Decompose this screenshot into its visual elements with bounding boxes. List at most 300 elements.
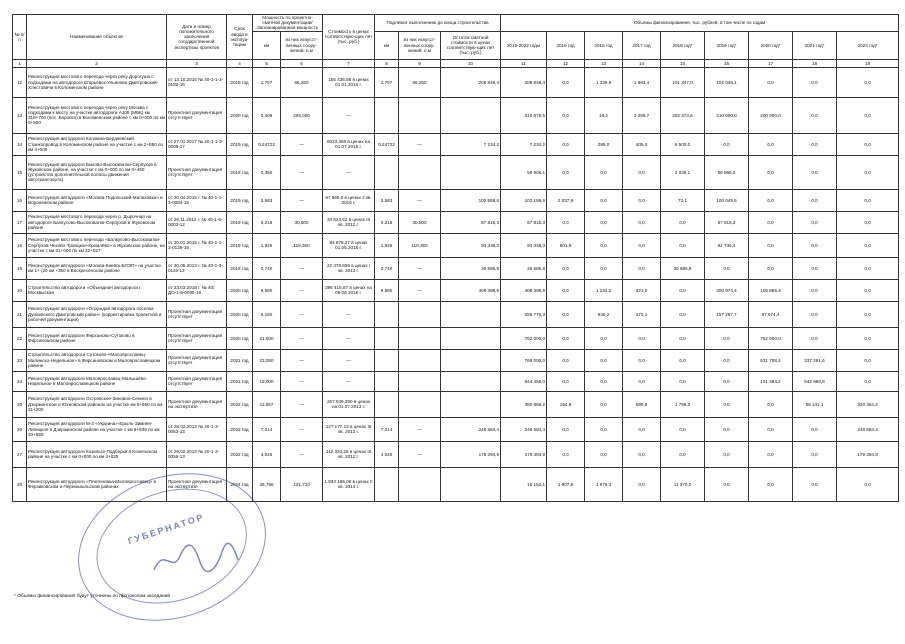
col-power-km-header: км xyxy=(253,31,281,59)
cell-y22: 0,0 xyxy=(837,301,899,327)
cell-doc: от 13.10.2016 № 40-1-1-3-0182-16 xyxy=(167,67,227,97)
cell-br: — xyxy=(281,371,323,391)
cell-y16: 289,0 xyxy=(585,133,623,155)
cell-y19: 0,0 xyxy=(705,257,749,279)
cell-y17: 0,0 xyxy=(623,233,661,257)
col-done-group-header: Подлежит выполнению до конца строительства xyxy=(375,15,501,32)
cell-y15: 0,0 xyxy=(547,97,585,133)
cell-y20: 0,0 xyxy=(749,417,793,441)
cell-n: 16 xyxy=(13,189,27,211)
cell-n: 24 xyxy=(13,371,27,391)
cell-y19: 0,0 xyxy=(705,133,749,155)
cell-y19: 92 736,4 xyxy=(705,233,749,257)
col-2019-header: 2019 год* xyxy=(705,31,749,59)
cell-y21: 542 960,8 xyxy=(793,371,837,391)
cell-y17: 3 286,7 xyxy=(623,97,661,133)
cell-n: 21 xyxy=(13,301,27,327)
col-cost-header: Стоимость в ценах соответствую-щих лет (тыс. руб.) xyxy=(323,15,375,60)
cell-total: 7 234,2 xyxy=(501,133,547,155)
column-number-cell: 19 xyxy=(837,59,899,67)
col-doc-header: Дата и номер положительного заключения государственной экспертизы проектов xyxy=(167,15,227,60)
column-number-cell: 7 xyxy=(323,59,375,67)
column-number-cell: 6 xyxy=(281,59,323,67)
cell-br: 205,000 xyxy=(281,97,323,133)
column-number-cell: 14 xyxy=(623,59,661,67)
cell-dbr xyxy=(399,391,441,417)
cell-rest: 57 815,3 xyxy=(441,211,501,233)
cell-year: 2019 год xyxy=(227,67,253,97)
cell-name: Реконструкция автодороги Козельск-Подборки в Козельском районе на участке с км 0+000 по км 4+025 xyxy=(27,441,167,467)
cell-cost: 112 333,25 в ценах III кв. 2012 г. xyxy=(323,441,375,467)
cell-y16: 1 234,2 xyxy=(585,279,623,301)
table-row xyxy=(13,233,899,257)
cell-y20: 0,0 xyxy=(749,189,793,211)
cell-name: Реконструкция мостового перехода через реку Дорогуша с подходами на автодороге Егорьевск-Ульяново-Дмитровский-Хлестовичи в Коломенском районе xyxy=(27,67,167,97)
col-year-header: Срок ввода в эксплуа-тацию xyxy=(227,15,253,60)
cell-y15: 2 037,9 xyxy=(547,189,585,211)
cell-y22: 0,0 xyxy=(837,467,899,501)
cell-br: 30,500 xyxy=(281,211,323,233)
cell-y20: 200 000,0 xyxy=(749,97,793,133)
cell-dbr xyxy=(399,327,441,349)
cell-y16: 0,0 xyxy=(585,257,623,279)
cell-y19: 100 049,6 xyxy=(705,189,749,211)
table-row xyxy=(13,67,899,97)
cell-y20: 0,0 xyxy=(749,67,793,97)
cell-dbr xyxy=(399,301,441,327)
cell-y21: 58 141,1 xyxy=(793,391,837,417)
cell-year: 2021 год xyxy=(227,349,253,371)
cell-km: 0,216 xyxy=(253,211,281,233)
cell-y17: 0,0 xyxy=(623,211,661,233)
col-2015-header: 2015 год xyxy=(547,31,585,59)
cell-dkm: 3,583 xyxy=(375,189,399,211)
table-row xyxy=(13,349,899,371)
cell-y21: 0,0 xyxy=(793,417,837,441)
col-name-header: Наименование объектов xyxy=(27,15,167,60)
cell-total: 380 866,2 xyxy=(501,391,547,417)
cell-y22: 0,0 xyxy=(837,155,899,189)
cell-name: Реконструкция мостового перехода через р. Дырочная на автодороге Балкусово-Высоковатки-Серпухов в Жуковском районе xyxy=(27,211,167,233)
cell-km: 3,583 xyxy=(253,189,281,211)
cell-total: 57 815,3 xyxy=(501,211,547,233)
table-row xyxy=(13,371,899,391)
cell-y20: 101 484,2 xyxy=(749,371,793,391)
cell-dbr xyxy=(399,97,441,133)
cell-dbr xyxy=(399,371,441,391)
table-row xyxy=(13,391,899,417)
cell-total: 102 159,6 xyxy=(501,189,547,211)
cell-dkm: 1,757 xyxy=(375,67,399,97)
cell-dbr xyxy=(399,155,441,189)
cell-y22: 0,0 xyxy=(837,279,899,301)
cell-year: 2020 год xyxy=(227,97,253,133)
cell-y19: 0,0 xyxy=(705,467,749,501)
cell-doc: от 29.11.2012 г. № 40-1-5-0003-12 xyxy=(167,211,227,233)
column-number-cell: 17 xyxy=(749,59,793,67)
cell-doc: Проектная документация на экспертизе xyxy=(167,391,227,417)
cell-rest: 179 394,9 xyxy=(441,441,501,467)
col-done-bridges-header: из них искусст-венных соору-жений, п.м xyxy=(399,31,441,59)
column-number-cell: 4 xyxy=(227,59,253,67)
cell-total: 248 684,4 xyxy=(501,417,547,441)
cell-y18: 0,0 xyxy=(661,233,705,257)
cell-n: 23 xyxy=(13,349,27,371)
cell-total: 615 679,5 xyxy=(501,97,547,133)
cell-name: Реконструкция автодороги «Москва-Подольский-Малаховка» в Воронежском районе xyxy=(27,189,167,211)
cell-y20: 0,0 xyxy=(749,391,793,417)
table-row xyxy=(13,279,899,301)
cell-y19: 57 815,3 xyxy=(705,211,749,233)
cell-cost: — xyxy=(323,155,375,189)
cell-total: 58 906,1 xyxy=(501,155,547,189)
cell-y19: 210 000,0 xyxy=(705,97,749,133)
cell-dkm: 4,025 xyxy=(375,441,399,467)
col-2021-header: 2021 год* xyxy=(793,31,837,59)
cell-n: 26 xyxy=(13,417,27,441)
column-number-cell: 12 xyxy=(547,59,585,67)
col-done-km-header: км xyxy=(375,31,399,59)
cell-doc: Проектная документация отсутствует xyxy=(167,371,227,391)
cell-total: 762 000,0 xyxy=(501,327,547,349)
road-objects-table xyxy=(12,14,899,502)
cell-y15: 0,0 xyxy=(547,301,585,327)
cell-y16: 640,2 xyxy=(585,301,623,327)
col-num-header: № п/п xyxy=(13,15,27,60)
cell-y15: 0,0 xyxy=(547,133,585,155)
cell-y22: 248 684,4 xyxy=(837,417,899,441)
col-2022-header: 2022 год* xyxy=(837,31,899,59)
cell-br: — xyxy=(281,417,323,441)
cell-y17: 321,0 xyxy=(623,279,661,301)
cell-br: — xyxy=(281,155,323,189)
cell-rest: 93 338,3 xyxy=(441,233,501,257)
cell-doc: от 28.02.2013 № 40-1-3-0053-13 xyxy=(167,417,227,441)
cell-km: 26,796 xyxy=(253,467,281,501)
column-number-cell: 13 xyxy=(585,59,623,67)
cell-km: 11,657 xyxy=(253,391,281,417)
cell-y16: 0,0 xyxy=(585,155,623,189)
col-fin-group-header: Объемы финансирования, тыс. рублей, в том числе по годам xyxy=(501,15,899,32)
cell-y16: 0,0 xyxy=(585,441,623,467)
cell-km: 0,450 xyxy=(253,155,281,189)
cell-year: 2022 год xyxy=(227,441,253,467)
cell-doc: от 30.04.2015 г. № 40-1-1-3-0084-15 xyxy=(167,189,227,211)
cell-y17: 1 983,4 xyxy=(623,67,661,97)
cell-dkm xyxy=(375,301,399,327)
cell-y18: 101 347,0 xyxy=(661,67,705,97)
table-row xyxy=(13,417,899,441)
cell-br: — xyxy=(281,391,323,417)
cell-name: Строительство автодороги Сутоково-«Малоярославец-Малинско-Недельное» в Фирсановском и Малоярославецком районе xyxy=(27,349,167,371)
cell-cost: 22 378,659 в ценах I кв. 2013 г. xyxy=(323,257,375,279)
cell-dkm xyxy=(375,155,399,189)
cell-y16: 0,0 xyxy=(585,233,623,257)
cell-br: — xyxy=(281,301,323,327)
cell-dbr xyxy=(399,349,441,371)
cell-y18: 0,0 xyxy=(661,211,705,233)
cell-y18: 2 038,1 xyxy=(661,155,705,189)
cell-y21: 0,0 xyxy=(793,279,837,301)
cell-cost: 84 678,27 в ценах 01.05.2015 г. xyxy=(323,233,375,257)
cell-y22: 0,0 xyxy=(837,371,899,391)
cell-doc: от 27.01.2017 № 40-1-1-3-0006-17 xyxy=(167,133,227,155)
cell-dkm xyxy=(375,349,399,371)
cell-year: 2020 год xyxy=(227,279,253,301)
cell-dkm: 0,24722 xyxy=(375,133,399,155)
cell-dkm xyxy=(375,371,399,391)
cell-y21: 0,0 xyxy=(793,133,837,155)
cell-y18: 11 370,0 xyxy=(661,467,705,501)
footnote: * Объемы финансирования будут уточнены по протоколам заседаний xyxy=(14,594,170,599)
cell-km: 0,409 xyxy=(253,97,281,133)
cell-y22: 0,0 xyxy=(837,327,899,349)
cell-y20: 762 000,0 xyxy=(749,327,793,349)
column-number-cell: 9 xyxy=(399,59,441,67)
cell-y16: 1 875,3 xyxy=(585,467,623,501)
table-row xyxy=(13,155,899,189)
cell-y17: 405,2 xyxy=(623,133,661,155)
cell-y15: 0,0 xyxy=(547,279,585,301)
cell-dkm: 0,740 xyxy=(375,257,399,279)
cell-dbr: 30,500 xyxy=(399,211,441,233)
cell-n: 12 xyxy=(13,67,27,97)
cell-y18: 26 685,8 xyxy=(661,257,705,279)
cell-y16: 0,0 xyxy=(585,211,623,233)
cell-br: 131,710 xyxy=(281,467,323,501)
cell-br: — xyxy=(281,349,323,371)
cell-n: 15 xyxy=(13,155,27,189)
cell-br: — xyxy=(281,279,323,301)
table-row xyxy=(13,133,899,155)
col-2020-header: 2020 год* xyxy=(749,31,793,59)
cell-y21: 0,0 xyxy=(793,97,837,133)
cell-y22: 0,0 xyxy=(837,257,899,279)
cell-doc: от 30.01.2015 г. № 40-1-1-3-0126-15 xyxy=(167,233,227,257)
cell-y16: 0,0 xyxy=(585,189,623,211)
cell-y18: 0,0 xyxy=(661,371,705,391)
cell-km: 0,740 xyxy=(253,257,281,279)
cell-rest: 102 559,6 xyxy=(441,189,501,211)
cell-cost: — xyxy=(323,371,375,391)
cell-y19: 300 974,4 xyxy=(705,279,749,301)
cell-rest xyxy=(441,391,501,417)
cell-total: 769 000,0 xyxy=(501,349,547,371)
cell-rest xyxy=(441,155,501,189)
cell-y18: 0,0 xyxy=(661,417,705,441)
cell-dkm: 0,216 xyxy=(375,211,399,233)
cell-km: 23,050 xyxy=(253,349,281,371)
cell-rest xyxy=(441,327,501,349)
cell-br: — xyxy=(281,441,323,467)
cell-y17: 580,8 xyxy=(623,391,661,417)
cell-y15: 0,0 xyxy=(547,371,585,391)
cell-km: 0,24722 xyxy=(253,133,281,155)
cell-y17: 172,1 xyxy=(623,301,661,327)
cell-rest xyxy=(441,301,501,327)
cell-dbr: 119,350 xyxy=(399,233,441,257)
cell-doc: от 26.02.2013 № 40-1-3-0056-13 xyxy=(167,441,227,467)
cell-y20: 0,0 xyxy=(749,233,793,257)
cell-km: 9,580 xyxy=(253,279,281,301)
cell-km: 7,014 xyxy=(253,417,281,441)
cell-name: Реконструкция автодороги «Осруждая автодорога поселка Дунаевского Дмитровский район» (корректировка проектной и рабочей документации) xyxy=(27,301,167,327)
cell-cost: 398 416,87 в ценах на 06.06.2016 г. xyxy=(323,279,375,301)
cell-n: 17 xyxy=(13,211,27,233)
cell-rest: 26 685,8 xyxy=(441,257,501,279)
cell-y18: 0,0 xyxy=(661,327,705,349)
cell-br: — xyxy=(281,327,323,349)
cell-dkm: 1,926 xyxy=(375,233,399,257)
cell-br: 66,250 xyxy=(281,67,323,97)
cell-y19: 0,0 xyxy=(705,349,749,371)
cell-y17: 0,0 xyxy=(623,257,661,279)
cell-km: 21,500 xyxy=(253,327,281,349)
cell-y19: 0,0 xyxy=(705,327,749,349)
cell-total: 93 338,3 xyxy=(501,233,547,257)
cell-total: 179 394,9 xyxy=(501,441,547,467)
cell-y21: 0,0 xyxy=(793,67,837,97)
cell-n: 22 xyxy=(13,327,27,349)
cell-total: 255 775,3 xyxy=(501,301,547,327)
cell-year: 2022 год xyxy=(227,391,253,417)
cell-y22: 0,0 xyxy=(837,97,899,133)
cell-y20: 0,0 xyxy=(749,211,793,233)
cell-name: Строительство автодороги «Объездная автодорога г. Москвыская xyxy=(27,279,167,301)
cell-y21: 0,0 xyxy=(793,301,837,327)
cell-n: 25 xyxy=(13,391,27,417)
cell-y21: 0,0 xyxy=(793,155,837,189)
cell-y22: 0,0 xyxy=(837,233,899,257)
cell-y19: 157 287,7 xyxy=(705,301,749,327)
cell-n: 18 xyxy=(13,233,27,257)
cell-km: 5,150 xyxy=(253,301,281,327)
col-power-group-header: Мощность по проектно-сметной документации/ Запланированная мощность xyxy=(253,15,323,32)
cell-y21: 0,0 xyxy=(793,467,837,501)
cell-y17: 0,0 xyxy=(623,417,661,441)
cell-dbr: — xyxy=(399,189,441,211)
cell-y15: 1 907,8 xyxy=(547,467,585,501)
cell-rest xyxy=(441,371,501,391)
cell-doc: от 23.03.2016 г. № 40/ДО-1-6-0035-16 xyxy=(167,279,227,301)
cell-n: 19 xyxy=(13,257,27,279)
col-power-bridges-header: из них искусст-венных соору-жений, п.м xyxy=(281,31,323,59)
cell-br: 119,350 xyxy=(281,233,323,257)
cell-name: Реконструкция автодороги Коломна-Бердяевский Стинкопровод в Коломенском районе на участке с км 2+850 по км 4+000 xyxy=(27,133,167,155)
cell-total: 15 153,1 xyxy=(501,467,547,501)
cell-y18: 0,0 xyxy=(661,441,705,467)
col-fin-total-header: 2015-2022 годы xyxy=(501,31,547,59)
cell-rest: 7 234,2 xyxy=(441,133,501,155)
cell-br: — xyxy=(281,257,323,279)
cell-n: 20 xyxy=(13,279,27,301)
table-row xyxy=(13,211,899,233)
table-row xyxy=(13,441,899,467)
cell-y17: 0,0 xyxy=(623,349,661,371)
cell-cost: 1 933 166,06 в ценах II кв. 2014 г. xyxy=(323,467,375,501)
cell-y16: 0,0 xyxy=(585,417,623,441)
cell-year: 2019 год xyxy=(227,133,253,155)
cell-y21: 0,0 xyxy=(793,211,837,233)
cell-y17: 0,0 xyxy=(623,441,661,467)
cell-name: Реконструкция автодороги Фирсаново-Сутоково в Фирсановском районе xyxy=(27,327,167,349)
cell-year: 2019 год xyxy=(227,257,253,279)
cell-total: 408 399,9 xyxy=(501,279,547,301)
cell-y21: 0,0 xyxy=(793,257,837,279)
cell-y15: 0,0 xyxy=(547,211,585,233)
table-row xyxy=(13,301,899,327)
cell-name: Реконструкция мостового перехода через реку Москва с подходами к мосту на участке автодороги А108 (МБК) км 318+700 (пос. Боровск) в Коломенском районе с км 0+000 по км 0+550 xyxy=(27,97,167,133)
cell-y21: 237 291,6 xyxy=(793,349,837,371)
cell-km: 1,757 xyxy=(253,67,281,97)
column-number-cell: 5 xyxy=(253,59,281,67)
cell-cost: — xyxy=(323,301,375,327)
cell-y21: 0,0 xyxy=(793,189,837,211)
cell-y16: 1 339,9 xyxy=(585,67,623,97)
official-seal-text: ГУБЕРНАТОР xyxy=(126,511,206,547)
cell-km: 1,926 xyxy=(253,233,281,257)
cell-cost: 155 436,58 в ценах 01.01.2016 г. xyxy=(323,67,375,97)
cell-y20: 105 865,3 xyxy=(749,279,793,301)
cell-y19: 0,0 xyxy=(705,441,749,467)
cell-y20: 0,0 xyxy=(749,133,793,155)
col-2018-header: 2018 год* xyxy=(661,31,705,59)
handwritten-signature xyxy=(150,540,240,580)
cell-rest: 248 684,4 xyxy=(441,417,501,441)
cell-doc: Проектная документация отсутствует xyxy=(167,301,227,327)
cell-y15: 601,9 xyxy=(547,233,585,257)
cell-name: Реконструкция мостового перехода «Балкусово-Высоковатки-Серпухов-Чехово-Троицкое-Кремлёво» в Жуковском районе, на участке с км 31+000 по км 32+027 xyxy=(27,233,167,257)
cell-year: 2021 год xyxy=(227,371,253,391)
cell-dkm: 7,014 xyxy=(375,417,399,441)
cell-y18: 0,0 xyxy=(661,349,705,371)
cell-br: — xyxy=(281,189,323,211)
cell-y22: 0,0 xyxy=(837,133,899,155)
table-row xyxy=(13,327,899,349)
cell-y16: 19,2 xyxy=(585,97,623,133)
table-row xyxy=(13,97,899,133)
cell-year: 2019 год xyxy=(227,155,253,189)
cell-cost: 6023,360 в ценах на 01.07.2016 г. xyxy=(323,133,375,155)
cell-km: 18,000 xyxy=(253,371,281,391)
cell-y20: 0,0 xyxy=(749,257,793,279)
cell-y15: 0,0 xyxy=(547,67,585,97)
cell-doc: Проектная документация отсутствует xyxy=(167,155,227,189)
cell-y17: 0,0 xyxy=(623,371,661,391)
cell-cost: 33 523,52 в ценах III кв. 2012 г. xyxy=(323,211,375,233)
cell-y15: 0,0 xyxy=(547,327,585,349)
cell-y18: 1 795,2 xyxy=(661,391,705,417)
cell-rest xyxy=(441,349,501,371)
table-row xyxy=(13,257,899,279)
cell-dkm xyxy=(375,327,399,349)
cell-dkm: 9,580 xyxy=(375,279,399,301)
cell-y18: 72,1 xyxy=(661,189,705,211)
cell-year: 2020 год xyxy=(227,301,253,327)
cell-y19: 0,0 xyxy=(705,391,749,417)
cell-dbr: — xyxy=(399,257,441,279)
cell-y15: 0,0 xyxy=(547,441,585,467)
cell-y15: 0,0 xyxy=(547,257,585,279)
cell-year: 2020 год xyxy=(227,327,253,349)
cell-doc: Проектная документация отсутствует xyxy=(167,97,227,133)
cell-year: 2019 год xyxy=(227,211,253,233)
investment-table-sheet xyxy=(12,14,898,502)
cell-dkm xyxy=(375,391,399,417)
cell-doc: Проектная документация отсутствует xyxy=(167,349,227,371)
cell-y17: 0,0 xyxy=(623,467,661,501)
cell-y16: 0,0 xyxy=(585,391,623,417)
